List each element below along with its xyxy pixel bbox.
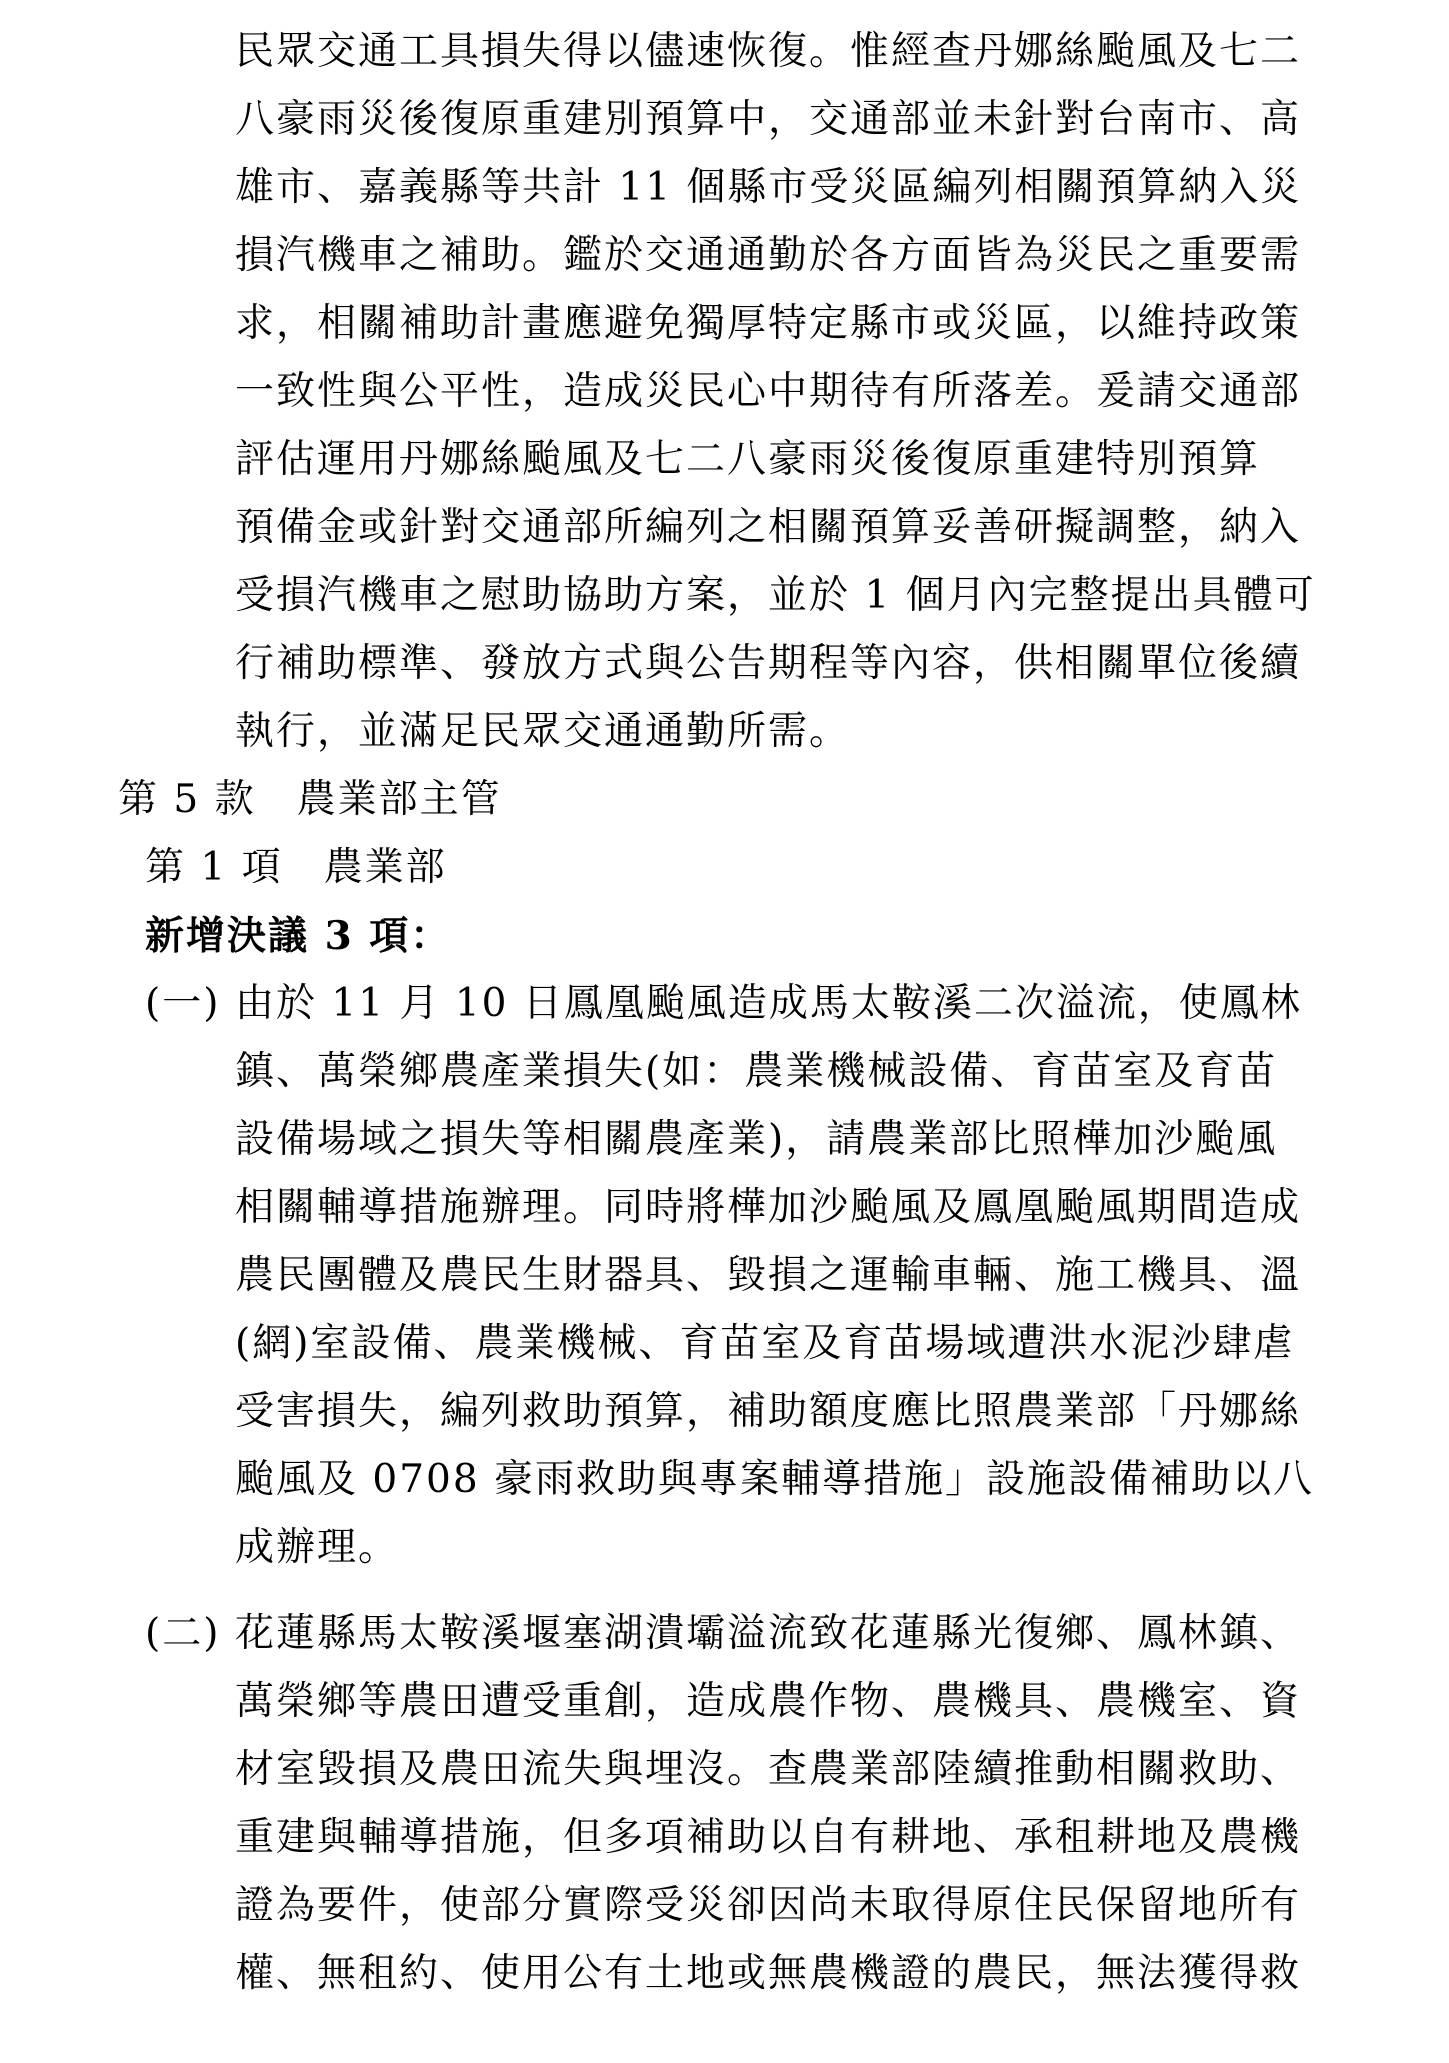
paragraph-line: 雄市、嘉義縣等共計 11 個縣市受災區編列相關預算納入災 — [235, 165, 1302, 210]
item-line: 由於 11 月 10 日鳳凰颱風造成馬太鞍溪二次溢流，使鳳林 — [235, 981, 1302, 1026]
resolution-heading: 新增決議 3 項： — [145, 913, 452, 959]
paragraph-line: 預備金或針對交通部所編列之相關預算妥善研擬調整，納入 — [235, 505, 1302, 550]
paragraph-line: 執行，並滿足民眾交通通勤所需。 — [235, 709, 851, 754]
item-line: 萬榮鄉等農田遭受重創，造成農作物、農機具、農機室、資 — [235, 1679, 1302, 1724]
item-line: 受害損失，編列救助預算，補助額度應比照農業部「丹娜絲 — [235, 1389, 1302, 1434]
item-line: 農民團體及農民生財器具、毀損之運輸車輛、施工機具、溫 — [235, 1253, 1302, 1298]
paragraph-line: 評估運用丹娜絲颱風及七二八豪雨災後復原重建特別預算 — [235, 437, 1261, 482]
paragraph-line: 一致性與公平性，造成災民心中期待有所落差。爰請交通部 — [235, 369, 1302, 414]
paragraph-line: 損汽機車之補助。鑑於交通通勤於各方面皆為災民之重要需 — [235, 233, 1302, 278]
paragraph-line: 受損汽機車之慰助協助方案，並於 1 個月內完整提出具體可 — [235, 573, 1316, 618]
resolution-item-1 — [145, 980, 1302, 1028]
item-line: 成辦理。 — [235, 1525, 400, 1570]
resolution-item-2 — [145, 1610, 1301, 1658]
section-xiang-heading: 第 1 項 農業部 — [145, 845, 447, 890]
paragraph-line: 求，相關補助計畫應避免獨厚特定縣市或災區，以維持政策 — [235, 301, 1302, 346]
section-kuan-heading: 第 5 款 農業部主管 — [118, 777, 502, 822]
paragraph-line: 行補助標準、發放方式與公告期程等內容，供相關單位後續 — [235, 641, 1302, 686]
item-line: 相關輔導措施辦理。同時將樺加沙颱風及鳳凰颱風期間造成 — [235, 1185, 1302, 1230]
item-number: (二) — [145, 1611, 221, 1656]
item-line: (網)室設備、農業機械、育苗室及育苗場域遭洪水泥沙肆虐 — [235, 1321, 1295, 1366]
item-line: 颱風及 0708 豪雨救助與專案輔導措施」設施設備補助以八 — [235, 1457, 1315, 1502]
item-line: 鎮、萬榮鄉農產業損失(如：農業機械設備、育苗室及育苗 — [235, 1049, 1278, 1094]
item-line: 材室毀損及農田流失與埋沒。查農業部陸續推動相關救助、 — [235, 1747, 1302, 1792]
item-line: 設備場域之損失等相關農產業)，請農業部比照樺加沙颱風 — [235, 1117, 1278, 1162]
item-line: 重建與輔導措施，但多項補助以自有耕地、承租耕地及農機 — [235, 1815, 1302, 1860]
item-number: (一) — [145, 981, 221, 1026]
item-line: 花蓮縣馬太鞍溪堰塞湖潰壩溢流致花蓮縣光復鄉、鳳林鎮、 — [235, 1611, 1302, 1656]
paragraph-line: 民眾交通工具損失得以儘速恢復。惟經查丹娜絲颱風及七二 — [235, 29, 1302, 74]
item-line: 權、無租約、使用公有土地或無農機證的農民，無法獲得救 — [235, 1951, 1302, 1996]
paragraph-line: 八豪雨災後復原重建別預算中，交通部並未針對台南市、高 — [235, 97, 1302, 142]
item-line: 證為要件，使部分實際受災卻因尚未取得原住民保留地所有 — [235, 1883, 1302, 1928]
